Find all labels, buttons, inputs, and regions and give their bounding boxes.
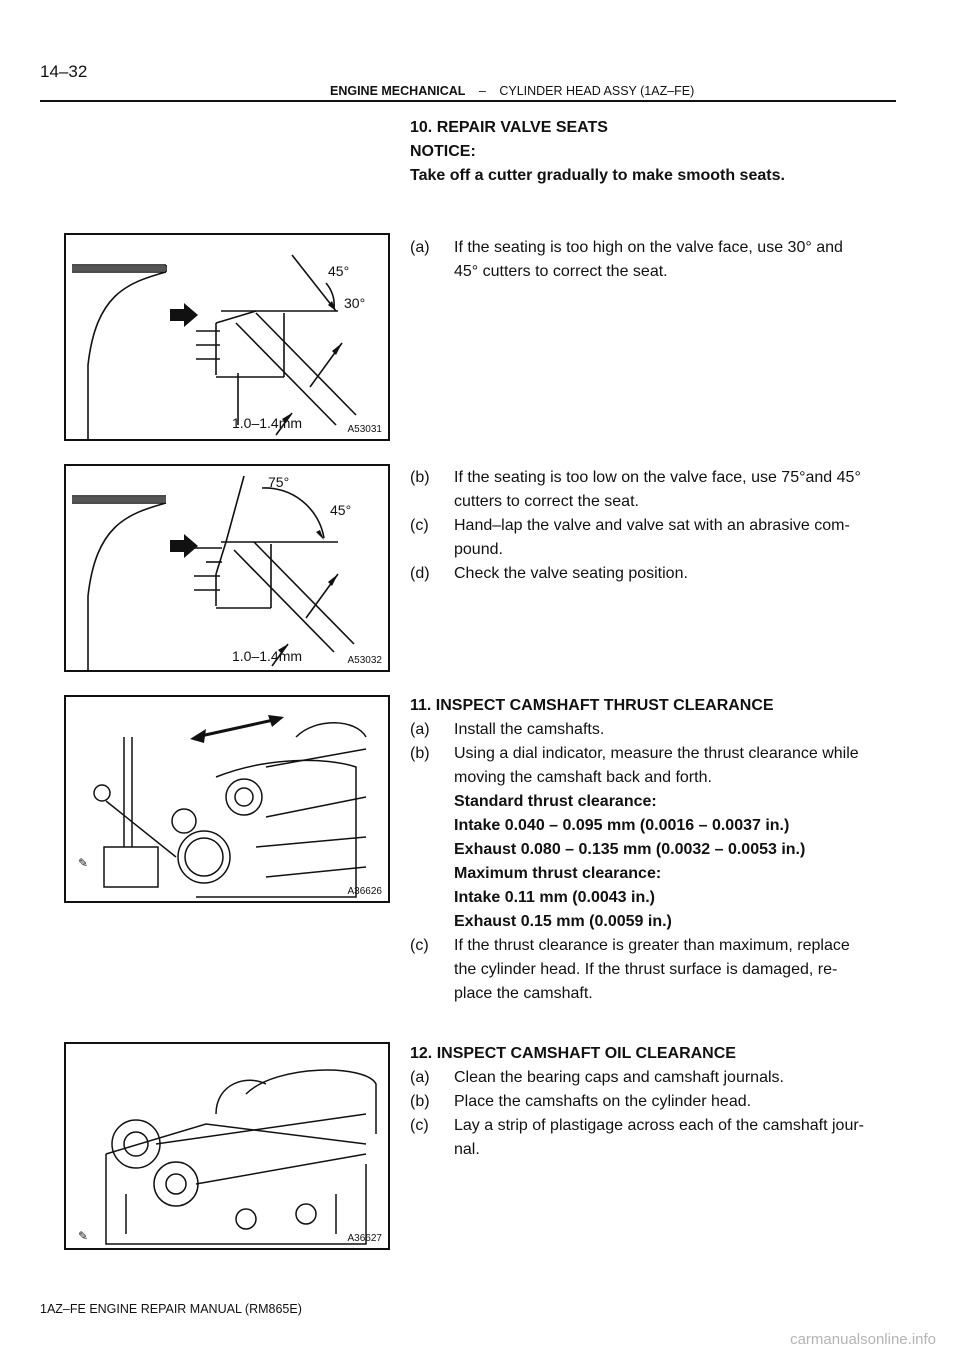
svg-text:✎: ✎ [78, 856, 89, 870]
figure-camshaft-head [64, 1042, 390, 1250]
step11-heading: 11. INSPECT CAMSHAFT THRUST CLEARANCE [410, 697, 774, 714]
step10-notice-label: NOTICE: [410, 143, 476, 160]
footer-manual-title: 1AZ–FE ENGINE REPAIR MANUAL (RM865E) [40, 1302, 302, 1316]
step10-a-mark: (a) [410, 239, 430, 256]
dial-indicator-drawing [66, 697, 388, 901]
header-rule [40, 100, 896, 102]
step11-max-exhaust: Exhaust 0.15 mm (0.0059 in.) [454, 913, 672, 930]
step11-max-label: Maximum thrust clearance: [454, 865, 662, 882]
step11-b-mark: (b) [410, 745, 430, 762]
step10-a-line2: 45° cutters to correct the seat. [454, 263, 668, 280]
header-subsection: CYLINDER HEAD ASSY (1AZ–FE) [499, 84, 695, 98]
step12-b-mark: (b) [410, 1093, 430, 1110]
valve-seat-low-drawing [66, 466, 388, 670]
step11-c-line1: If the thrust clearance is greater than maximum, replace [454, 937, 850, 954]
step10-b-line2: cutters to correct the seat. [454, 493, 639, 510]
figure-dial-indicator-thrust [64, 695, 390, 903]
step10-b-line1: If the seating is too low on the valve face, use 75°and 45° [454, 469, 861, 486]
fig2-angle-75: 75° [268, 474, 290, 490]
fig1-angle-30: 30° [344, 295, 366, 311]
step10-c-line2: pound. [454, 541, 503, 558]
step10-b-mark: (b) [410, 469, 430, 486]
step10-d-mark: (d) [410, 565, 430, 582]
step11-c-line3: place the camshaft. [454, 985, 593, 1002]
header-section: ENGINE MECHANICAL [330, 84, 466, 98]
watermark: carmanualsonline.info [790, 1331, 936, 1348]
fig3-id: A36626 [347, 886, 382, 897]
svg-text:✎: ✎ [78, 1229, 89, 1243]
fig2-width-label: 1.0–1.4mm [232, 648, 303, 664]
step12-heading: 12. INSPECT CAMSHAFT OIL CLEARANCE [410, 1045, 736, 1062]
camshaft-head-drawing [66, 1044, 388, 1248]
step11-b-line2: moving the camshaft back and forth. [454, 769, 712, 786]
step10-c-mark: (c) [410, 517, 429, 534]
step11-std-exhaust: Exhaust 0.080 – 0.135 mm (0.0032 – 0.0053 in.) [454, 841, 806, 858]
step10-d-line1: Check the valve seating position. [454, 565, 688, 582]
step12-c-line1: Lay a strip of plastigage across each of the camshaft jour- [454, 1117, 864, 1134]
fig1-id: A53031 [347, 424, 382, 435]
step11-a-mark: (a) [410, 721, 430, 738]
step11-c-mark: (c) [410, 937, 429, 954]
fig1-angle-45: 45° [328, 263, 350, 279]
step11-b-line1: Using a dial indicator, measure the thrust clearance while [454, 745, 859, 762]
page-number: 14–32 [40, 62, 88, 81]
step11-a-line1: Install the camshafts. [454, 721, 605, 738]
fig2-angle-45: 45° [330, 502, 352, 518]
step10-a-line1: If the seating is too high on the valve face, use 30° and [454, 239, 843, 256]
step10-notice-text: Take off a cutter gradually to make smooth seats. [410, 167, 785, 184]
step12-c-mark: (c) [410, 1117, 429, 1134]
step11-std-intake: Intake 0.040 – 0.095 mm (0.0016 – 0.0037 in.) [454, 817, 790, 834]
step10-heading: 10. REPAIR VALVE SEATS [410, 119, 608, 136]
step12-b-line1: Place the camshafts on the cylinder head. [454, 1093, 752, 1110]
step10-c-line1: Hand–lap the valve and valve sat with an abrasive com- [454, 517, 850, 534]
step12-a-mark: (a) [410, 1069, 430, 1086]
figure-valve-seat-high [64, 233, 390, 441]
fig2-id: A53032 [347, 655, 382, 666]
fig4-id: A36627 [347, 1233, 382, 1244]
step12-a-line1: Clean the bearing caps and camshaft journals. [454, 1069, 784, 1086]
running-header [330, 84, 694, 98]
fig1-width-label: 1.0–1.4mm [232, 415, 303, 431]
step11-std-label: Standard thrust clearance: [454, 793, 657, 810]
step12-c-line2: nal. [454, 1141, 480, 1158]
figure-valve-seat-low [64, 464, 390, 672]
header-separator: – [478, 84, 486, 98]
step11-max-intake: Intake 0.11 mm (0.0043 in.) [454, 889, 655, 906]
step11-c-line2: the cylinder head. If the thrust surface is damaged, re- [454, 961, 838, 978]
